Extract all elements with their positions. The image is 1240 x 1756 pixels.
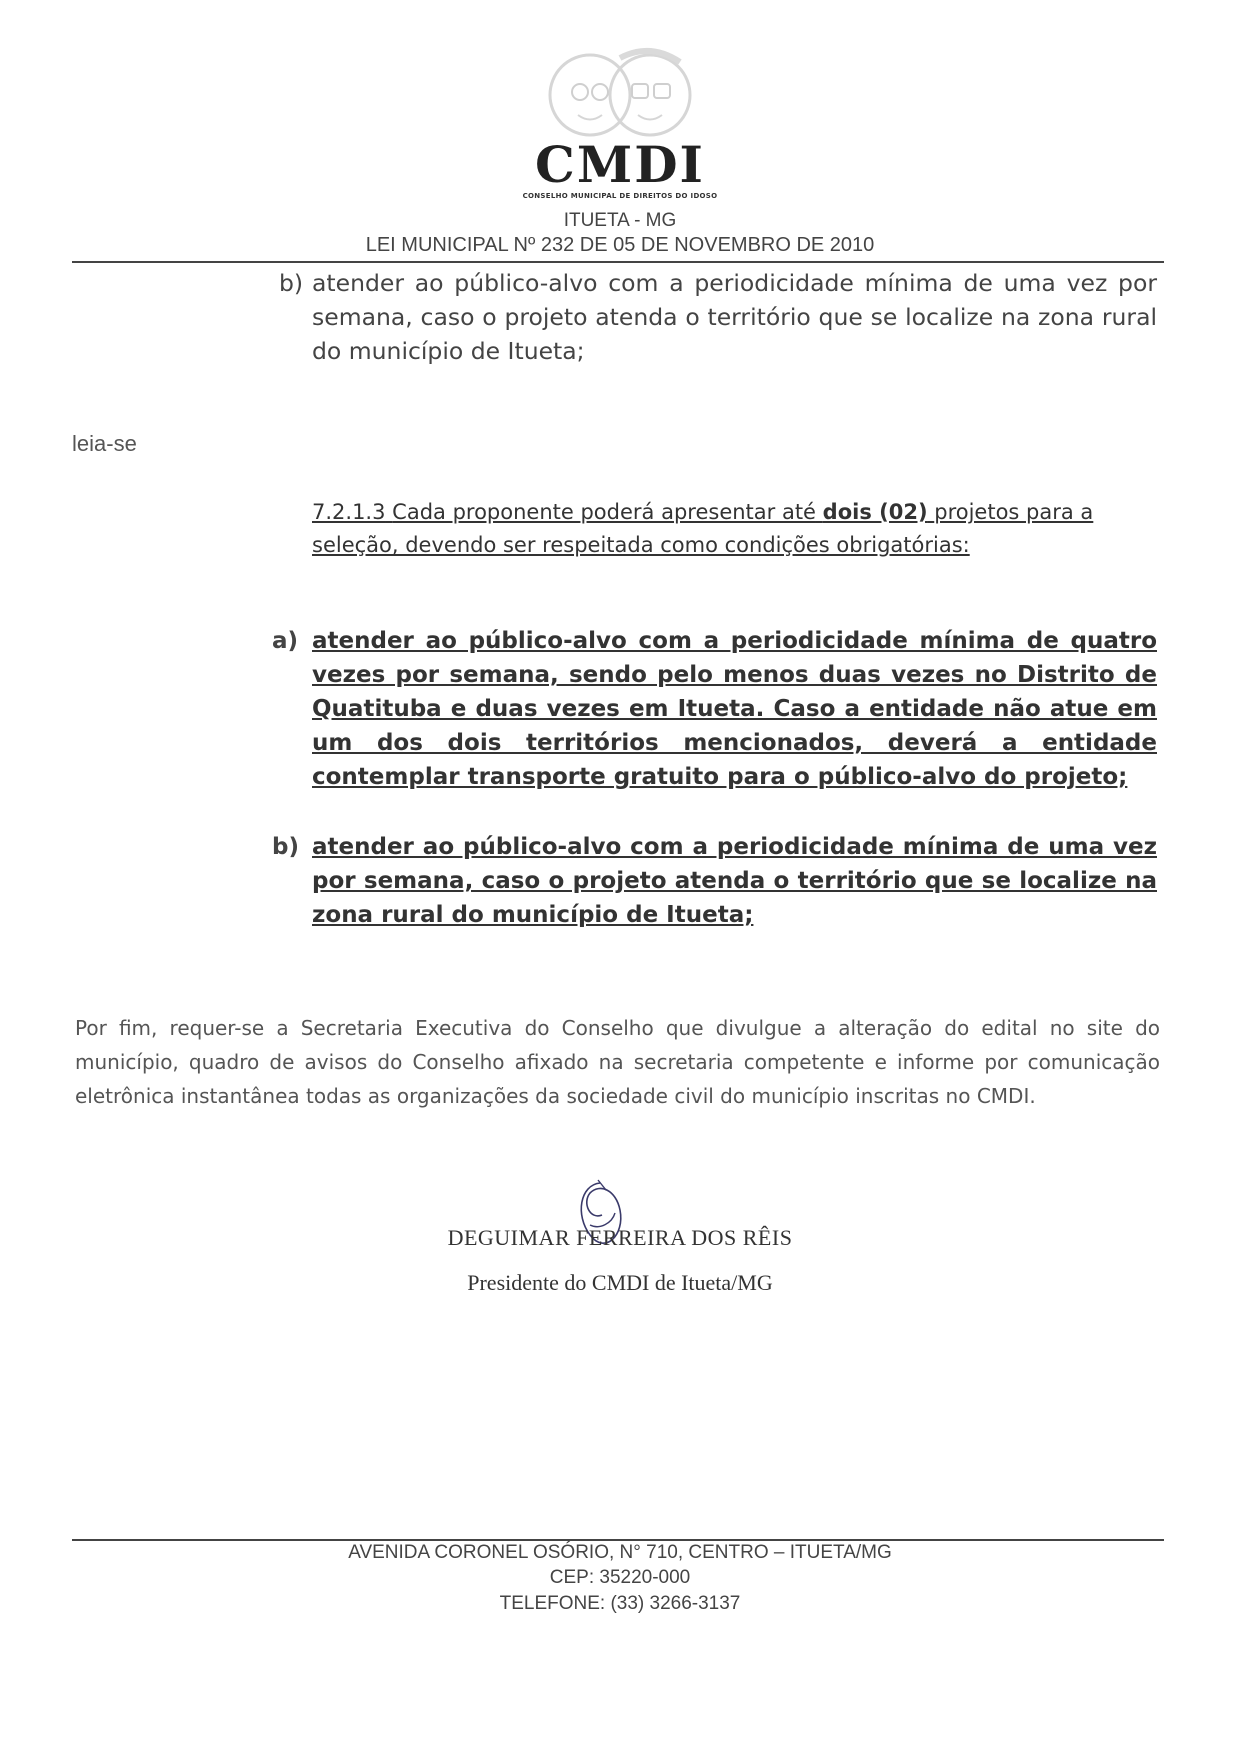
footer-divider xyxy=(72,1539,1164,1541)
section-intro-pre: Cada proponente poderá apresentar até xyxy=(392,500,816,524)
section-number: 7.2.1.3 xyxy=(312,500,386,524)
item-text: atender ao público-alvo com a periodicidade mínima de uma vez por semana, caso o projeto atenda o território que se localize na zona rural do município de Itueta; xyxy=(312,269,1157,365)
footer-phone: TELEFONE: (33) 3266-3137 xyxy=(499,1593,741,1614)
item-text: atender ao público-alvo com a periodicidade mínima de quatro vezes por semana, sendo pelo menos duas vezes no Distrito de Quatituba e duas vezes em Itueta. Caso a entidade não atue em um dos dois territórios mencionados, deverá a entidade contemplar transporte gratuito para o público-alvo do projeto; xyxy=(312,628,1157,790)
signatory-name: DEGUIMAR FERREIRA DOS RÊIS xyxy=(447,1225,793,1250)
original-item-b xyxy=(279,266,1157,368)
item-letter: b) xyxy=(272,834,299,860)
footer-address: AVENIDA CORONEL OSÓRIO, N° 710, CENTRO – ITUETA/MG xyxy=(348,1542,892,1563)
item-text: atender ao público-alvo com a periodicidade mínima de uma vez por semana, caso o projeto atenda o território que se localize na zona rural do município de Itueta; xyxy=(312,834,1157,928)
new-item-a xyxy=(272,624,1157,794)
section-intro-bold: dois (02) xyxy=(822,500,928,524)
cmdi-logo-icon xyxy=(520,40,720,150)
section-intro xyxy=(312,496,1157,562)
logo-subtitle: CONSELHO MUNICIPAL DE DIREITOS DO IDOSO xyxy=(522,192,718,200)
header-city: ITUETA - MG xyxy=(563,210,677,231)
item-letter: b) xyxy=(279,269,304,297)
logo-title: CMDI xyxy=(535,135,705,194)
footer-cep: CEP: 35220-000 xyxy=(549,1567,691,1588)
section-intro-post: projetos para a seleção, devendo ser respeitada como condições obrigatórias: xyxy=(312,500,1094,557)
new-item-b xyxy=(272,830,1157,932)
header-law: LEI MUNICIPAL Nº 232 DE 05 DE NOVEMBRO DE 2010 xyxy=(365,234,875,256)
leia-se-label: leia-se xyxy=(72,431,137,456)
header-divider xyxy=(72,261,1164,263)
item-letter: a) xyxy=(272,628,299,654)
closing-paragraph: Por fim, requer-se a Secretaria Executiva do Conselho que divulgue a alteração do edital no site do município, quadro de avisos do Conselho afixado na secretaria competente e informe por comunicação eletrônica instantânea todas as organizações da sociedade civil do município inscritas no CMDI. xyxy=(75,1016,1160,1108)
signatory-role: Presidente do CMDI de Itueta/MG xyxy=(467,1270,773,1295)
